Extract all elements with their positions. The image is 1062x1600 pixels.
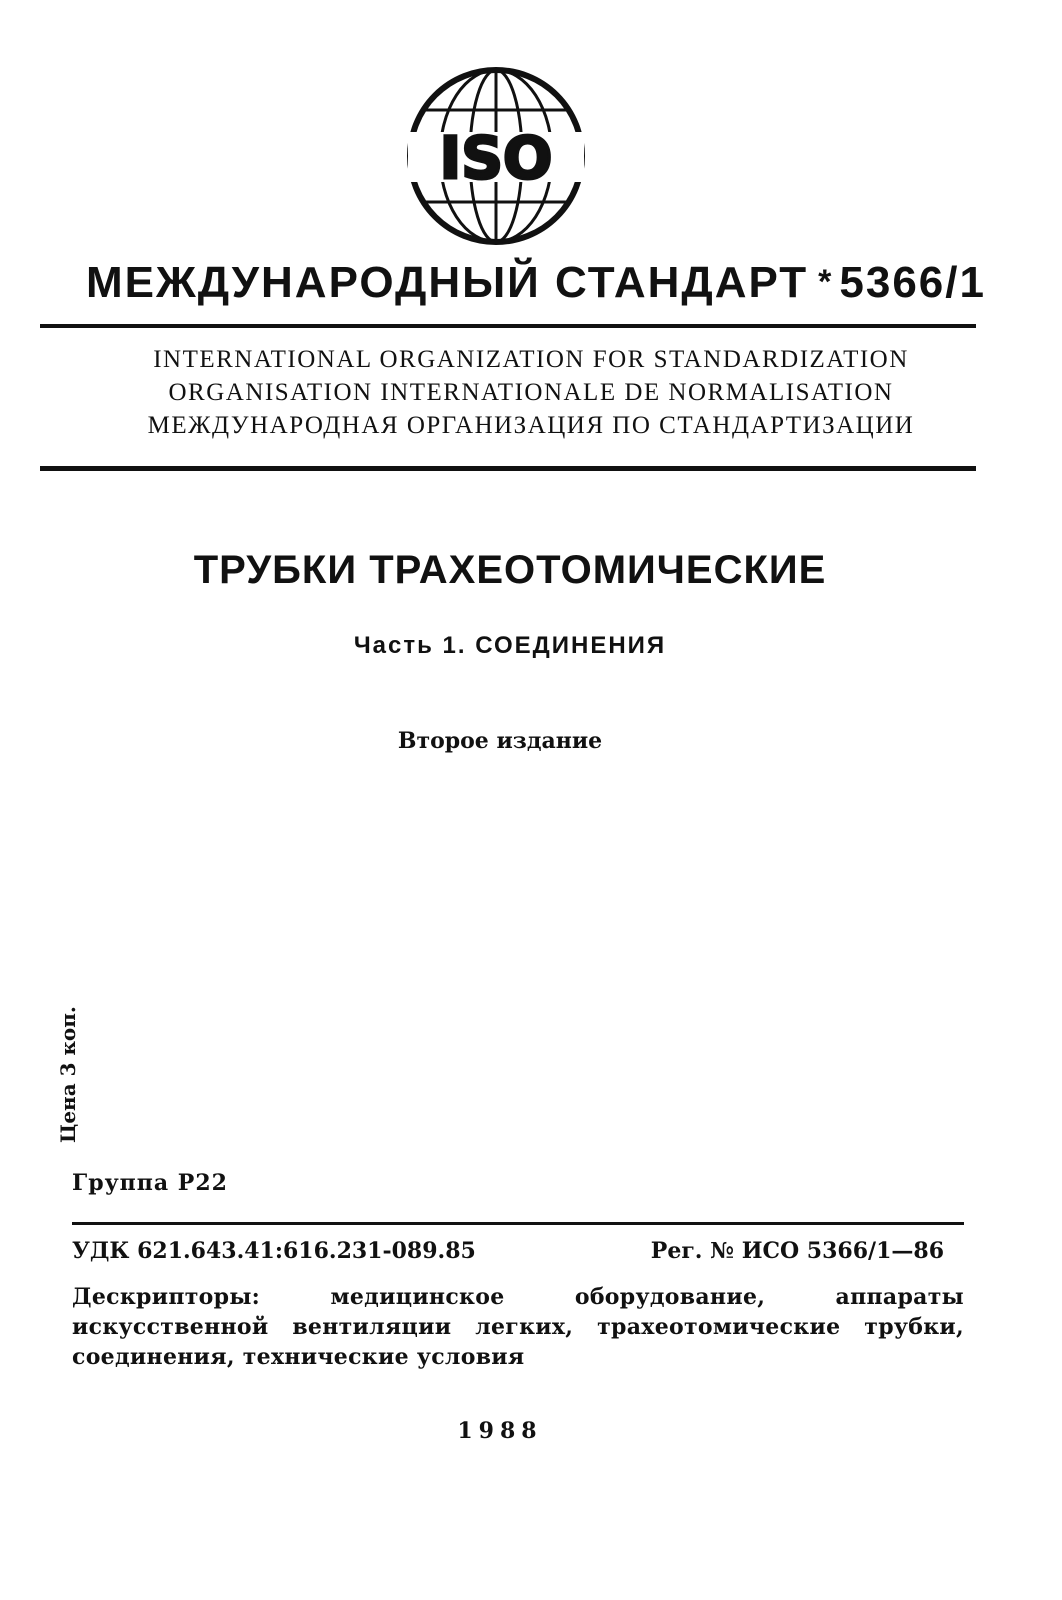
standard-title: МЕЖДУНАРОДНЫЙ СТАНДАРТ <box>86 258 809 307</box>
logo-lettering: ISO <box>439 124 553 192</box>
org-name-fr: ORGANISATION INTERNATIONALE DE NORMALISATION <box>168 379 894 406</box>
divider <box>40 324 976 328</box>
price-label: Цена 3 коп. <box>56 1006 80 1143</box>
iso-logo-icon <box>404 64 588 248</box>
group-label: Группа Р22 <box>72 1170 228 1196</box>
document-title: ТРУБКИ ТРАХЕОТОМИЧЕСКИЕ <box>193 548 827 592</box>
divider <box>40 466 976 471</box>
document-part: Часть 1. СОЕДИНЕНИЯ <box>353 632 667 659</box>
divider <box>72 1222 964 1225</box>
publication-year: 1988 <box>457 1418 543 1444</box>
udc-code: УДК 621.643.41:616.231-089.85 <box>72 1238 476 1264</box>
standard-header <box>86 258 986 308</box>
descriptors-text: Дескрипторы: медицинское оборудование, аппараты искусственной вентиляции легких, трахеотомические трубки, соединения, технические условия <box>72 1284 964 1370</box>
standard-number: 5366/1 <box>839 258 986 307</box>
separator-star: * <box>818 263 834 301</box>
registration-number: Рег. № ИСО 5366/1—86 <box>650 1238 944 1264</box>
org-name-en: INTERNATIONAL ORGANIZATION FOR STANDARDIZATION <box>153 346 909 373</box>
document-edition: Второе издание <box>397 728 603 754</box>
org-name-ru: МЕЖДУНАРОДНАЯ ОРГАНИЗАЦИЯ ПО СТАНДАРТИЗАЦИИ <box>147 412 915 439</box>
